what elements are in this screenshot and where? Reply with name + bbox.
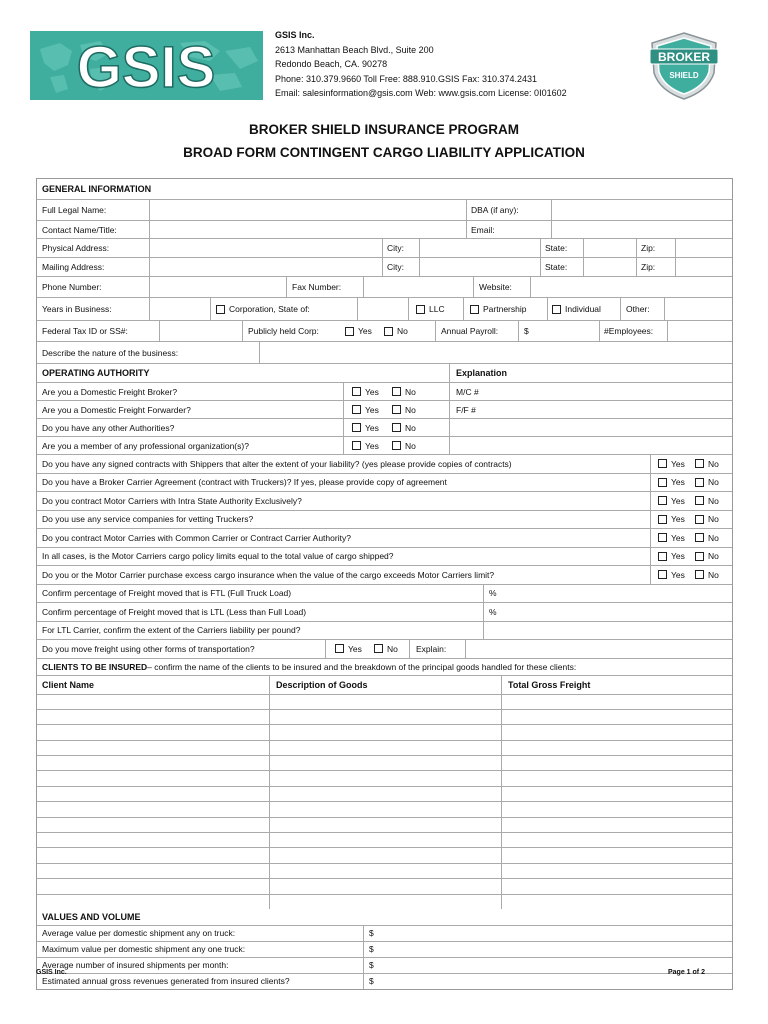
values-row xyxy=(37,958,732,974)
ftl-percent: % xyxy=(489,588,497,599)
corporation-state-field[interactable] xyxy=(358,298,408,320)
no-label: No xyxy=(708,477,719,488)
no-checkbox[interactable] xyxy=(695,459,704,468)
gross-freight-field[interactable] xyxy=(502,833,732,847)
yes-checkbox[interactable] xyxy=(658,570,667,579)
gross-freight-field[interactable] xyxy=(502,864,732,878)
no-label: No xyxy=(708,569,719,580)
no-option[interactable] xyxy=(690,492,719,510)
no-label: No xyxy=(708,458,719,469)
nature-row xyxy=(37,342,732,364)
client-name-header: Client Name xyxy=(42,679,95,690)
no-option[interactable] xyxy=(690,511,719,529)
yes-checkbox[interactable] xyxy=(658,515,667,524)
goods-field[interactable] xyxy=(270,818,501,832)
client-name-field[interactable] xyxy=(37,741,269,755)
long-question: Do you contract Motor Carriers with Intra State Authority Exclusively? xyxy=(42,495,302,506)
no-label: No xyxy=(708,551,719,562)
goods-field[interactable] xyxy=(270,756,501,770)
no-checkbox[interactable] xyxy=(392,423,401,432)
long-question-row xyxy=(37,455,732,474)
no-label: No xyxy=(405,440,416,451)
client-entry-row xyxy=(37,695,732,710)
mailing-zip-field[interactable] xyxy=(676,258,732,276)
contact-field[interactable] xyxy=(150,221,466,238)
no-checkbox[interactable] xyxy=(695,570,704,579)
no-option[interactable] xyxy=(387,419,416,436)
yes-label: Yes xyxy=(671,569,685,580)
values-label: Average number of insured shipments per month: xyxy=(42,960,229,971)
client-rows xyxy=(37,695,732,909)
client-entry-row xyxy=(37,710,732,725)
yes-option[interactable] xyxy=(347,383,379,400)
operating-q-row xyxy=(37,383,732,401)
ltl-percent: % xyxy=(489,606,497,617)
yes-checkbox[interactable] xyxy=(658,478,667,487)
mailing-state-field[interactable] xyxy=(584,258,636,276)
public-yes-label: Yes xyxy=(358,326,372,336)
years-label: Years in Business: xyxy=(42,304,112,314)
other-label: Other: xyxy=(626,304,650,314)
llc-label: LLC xyxy=(429,304,445,314)
ftl-field[interactable] xyxy=(484,585,732,603)
client-name-field[interactable] xyxy=(37,879,269,893)
mailing-state-label: State: xyxy=(545,262,568,272)
long-question-row xyxy=(37,566,732,585)
client-name-field[interactable] xyxy=(37,756,269,770)
years-field[interactable] xyxy=(150,298,210,320)
yes-label: Yes xyxy=(365,440,379,451)
yes-option[interactable] xyxy=(653,548,685,566)
email-field[interactable] xyxy=(552,221,732,238)
payroll-label: Annual Payroll: xyxy=(441,326,499,336)
public-corp-label: Publicly held Corp: xyxy=(248,326,319,336)
goods-field[interactable] xyxy=(270,895,501,909)
values-header-row xyxy=(37,909,732,926)
no-checkbox[interactable] xyxy=(695,515,704,524)
mailing-address-label: Mailing Address: xyxy=(42,262,105,272)
gross-freight-field[interactable] xyxy=(502,818,732,832)
explain-label: Explain: xyxy=(416,643,447,654)
partnership-checkbox[interactable] xyxy=(470,305,479,314)
no-checkbox[interactable] xyxy=(695,552,704,561)
dba-label: DBA (if any): xyxy=(471,205,519,215)
no-option[interactable] xyxy=(690,474,719,492)
employees-label: #Employees: xyxy=(604,326,654,336)
values-label: Average value per domestic shipment any on truck: xyxy=(42,928,236,939)
operating-q-row xyxy=(37,401,732,419)
application-form xyxy=(36,178,733,990)
corporation-checkbox[interactable] xyxy=(216,305,225,314)
public-no-checkbox[interactable] xyxy=(384,327,393,336)
client-name-field[interactable] xyxy=(37,818,269,832)
yes-checkbox[interactable] xyxy=(658,552,667,561)
client-entry-row xyxy=(37,725,732,740)
goods-field[interactable] xyxy=(270,864,501,878)
corporation-option[interactable] xyxy=(211,298,310,320)
company-address-2: Redondo Beach, CA. 90278 xyxy=(275,59,388,69)
no-label: No xyxy=(708,514,719,525)
clients-header-row xyxy=(37,659,732,676)
no-option[interactable] xyxy=(690,566,719,584)
no-option[interactable] xyxy=(690,548,719,566)
mailing-zip-label: Zip: xyxy=(641,262,656,272)
gross-freight-field[interactable] xyxy=(502,756,732,770)
client-entry-row xyxy=(37,802,732,817)
yes-label: Yes xyxy=(671,551,685,562)
partnership-option[interactable] xyxy=(465,298,526,320)
no-checkbox[interactable] xyxy=(392,387,401,396)
clients-header-bold: CLIENTS TO BE INSURED xyxy=(42,661,148,672)
yes-label: Yes xyxy=(671,514,685,525)
gross-freight-field[interactable] xyxy=(502,879,732,893)
physical-address-label: Physical Address: xyxy=(42,243,110,253)
badge-line2: SHIELD xyxy=(669,71,699,80)
physical-state-label: State: xyxy=(545,243,568,253)
client-name-field[interactable] xyxy=(37,725,269,739)
client-name-field[interactable] xyxy=(37,802,269,816)
mailing-city-field[interactable] xyxy=(420,258,540,276)
gross-freight-field[interactable] xyxy=(502,771,732,785)
client-name-field[interactable] xyxy=(37,695,269,709)
no-checkbox[interactable] xyxy=(695,478,704,487)
explanation-field[interactable] xyxy=(451,437,732,454)
other-transport-label: Do you move freight using other forms of transportation? xyxy=(42,643,255,654)
goods-field[interactable] xyxy=(270,771,501,785)
no-label: No xyxy=(405,404,416,415)
long-question-row xyxy=(37,529,732,548)
ltl-field[interactable] xyxy=(484,603,732,621)
values-field[interactable] xyxy=(364,974,732,989)
client-entry-row xyxy=(37,741,732,756)
values-label: Maximum value per domestic shipment any one truck: xyxy=(42,944,246,955)
client-entry-row xyxy=(37,864,732,879)
operating-q-row xyxy=(37,419,732,437)
yes-checkbox[interactable] xyxy=(335,644,344,653)
individual-option[interactable] xyxy=(547,298,601,320)
clients-header-rest: – confirm the name of the clients to be insured and the breakdown of the principal goods handled for these clients: xyxy=(147,661,577,672)
company-email-web: Email: salesinformation@gsis.com Web: www.gsis.com License: 0I01602 xyxy=(275,88,567,98)
client-name-field[interactable] xyxy=(37,787,269,801)
yes-checkbox[interactable] xyxy=(352,387,361,396)
physical-zip-field[interactable] xyxy=(676,239,732,257)
website-label: Website: xyxy=(479,282,512,292)
operating-question: Are you a Domestic Freight Broker? xyxy=(42,386,178,397)
values-dollar: $ xyxy=(369,960,374,971)
values-dollar: $ xyxy=(369,928,374,939)
tax-id-label: Federal Tax ID or SS#: xyxy=(42,326,128,336)
yes-option[interactable] xyxy=(347,437,379,454)
public-yes-option[interactable] xyxy=(340,321,372,341)
tax-id-row xyxy=(37,321,732,342)
no-label: No xyxy=(708,532,719,543)
values-field[interactable] xyxy=(364,942,732,957)
no-option[interactable] xyxy=(369,640,398,658)
explanation-field[interactable] xyxy=(451,383,732,400)
yes-checkbox[interactable] xyxy=(352,405,361,414)
values-dollar: $ xyxy=(369,944,374,955)
yes-label: Yes xyxy=(365,404,379,415)
values-label: Estimated annual gross revenues generated from insured clients? xyxy=(42,976,290,987)
company-info xyxy=(275,28,567,101)
long-question: In all cases, is the Motor Carriers cargo policy limits equal to the total value of cargo shipped? xyxy=(42,551,394,562)
yes-option[interactable] xyxy=(653,492,685,510)
yes-option[interactable] xyxy=(653,529,685,547)
no-checkbox[interactable] xyxy=(695,533,704,542)
gross-freight-field[interactable] xyxy=(502,895,732,909)
values-header: VALUES AND VOLUME xyxy=(42,911,141,922)
title-line-1: BROKER SHIELD INSURANCE PROGRAM xyxy=(248,122,519,137)
yes-option[interactable] xyxy=(653,566,685,584)
nature-field[interactable] xyxy=(260,342,732,363)
no-checkbox[interactable] xyxy=(392,441,401,450)
operating-header-row xyxy=(37,364,732,383)
badge-line1: BROKER xyxy=(657,50,711,64)
client-name-field[interactable] xyxy=(37,710,269,724)
website-field[interactable] xyxy=(531,277,732,297)
goods-field[interactable] xyxy=(270,848,501,862)
physical-state-field[interactable] xyxy=(584,239,636,257)
ltl-row xyxy=(37,603,732,622)
values-field[interactable] xyxy=(364,926,732,941)
long-question: Do you have a Broker Carrier Agreement (contract with Truckers)? If yes, please provide copy of agreement xyxy=(42,477,447,488)
no-option[interactable] xyxy=(387,401,416,418)
client-entry-row xyxy=(37,756,732,771)
gross-freight-field[interactable] xyxy=(502,695,732,709)
mailing-address-field[interactable] xyxy=(150,258,382,276)
yes-checkbox[interactable] xyxy=(658,459,667,468)
yes-checkbox[interactable] xyxy=(352,423,361,432)
gsis-logo xyxy=(30,31,263,100)
yes-option[interactable] xyxy=(347,401,379,418)
payroll-field[interactable] xyxy=(519,321,599,341)
goods-field[interactable] xyxy=(270,879,501,893)
goods-field[interactable] xyxy=(270,833,501,847)
physical-city-field[interactable] xyxy=(420,239,540,257)
legal-name-row xyxy=(37,200,732,221)
client-entry-row xyxy=(37,833,732,848)
gross-freight-field[interactable] xyxy=(502,725,732,739)
long-question-row xyxy=(37,548,732,567)
explanation-prefix: F/F # xyxy=(456,404,476,415)
values-dollar: $ xyxy=(369,976,374,987)
values-row xyxy=(37,942,732,958)
long-question: Do you or the Motor Carrier purchase excess cargo insurance when the value of the cargo exceeds Motor Carriers limit? xyxy=(42,569,495,580)
explanation-prefix: M/C # xyxy=(456,386,479,397)
ltl-liability-row xyxy=(37,622,732,641)
long-question: Do you have any signed contracts with Shippers that alter the extent of your liability? (yes please provide copies of contracts) xyxy=(42,458,512,469)
no-checkbox[interactable] xyxy=(392,405,401,414)
long-question: Do you contract Motor Carries with Common Carrier or Contract Carrier Authority? xyxy=(42,532,351,543)
client-entry-row xyxy=(37,879,732,894)
gross-freight-field[interactable] xyxy=(502,802,732,816)
yes-label: Yes xyxy=(671,532,685,543)
explanation-field[interactable] xyxy=(451,419,732,436)
dba-field[interactable] xyxy=(552,200,732,220)
fax-field[interactable] xyxy=(364,277,473,297)
yes-option[interactable] xyxy=(330,640,362,658)
explain-field[interactable] xyxy=(466,640,732,658)
mailing-city-label: City: xyxy=(387,262,404,272)
physical-zip-label: Zip: xyxy=(641,243,656,253)
gross-freight-field[interactable] xyxy=(502,741,732,755)
goods-field[interactable] xyxy=(270,695,501,709)
nature-label: Describe the nature of the business: xyxy=(42,347,179,358)
general-info-header-row xyxy=(37,179,732,200)
phone-label: Phone Number: xyxy=(42,282,102,292)
employees-field[interactable] xyxy=(668,321,732,341)
operating-header: OPERATING AUTHORITY xyxy=(42,368,150,378)
goods-field[interactable] xyxy=(270,802,501,816)
fax-label: Fax Number: xyxy=(292,282,342,292)
goods-field[interactable] xyxy=(270,741,501,755)
email-label: Email: xyxy=(471,224,495,235)
client-name-field[interactable] xyxy=(37,864,269,878)
no-checkbox[interactable] xyxy=(695,496,704,505)
goods-field[interactable] xyxy=(270,787,501,801)
client-name-field[interactable] xyxy=(37,771,269,785)
gross-freight-field[interactable] xyxy=(502,848,732,862)
footer-page: Page 1 of 2 xyxy=(668,969,705,976)
public-yes-checkbox[interactable] xyxy=(345,327,354,336)
general-info-header: GENERAL INFORMATION xyxy=(42,184,152,194)
client-entry-row xyxy=(37,787,732,802)
public-no-label: No xyxy=(397,326,408,336)
yes-option[interactable] xyxy=(653,474,685,492)
ltl-liability-label: For LTL Carrier, confirm the extent of the Carriers liability per pound? xyxy=(42,625,301,636)
ltl-liability-field[interactable] xyxy=(484,622,732,640)
client-entry-row xyxy=(37,895,732,909)
goods-field[interactable] xyxy=(270,725,501,739)
public-no-option[interactable] xyxy=(379,321,408,341)
broker-shield-badge xyxy=(648,31,720,101)
yes-option[interactable] xyxy=(653,511,685,529)
goods-header: Description of Goods xyxy=(276,679,368,690)
yes-checkbox[interactable] xyxy=(352,441,361,450)
gross-freight-field[interactable] xyxy=(502,787,732,801)
yes-label: Yes xyxy=(671,477,685,488)
llc-option[interactable] xyxy=(411,298,445,320)
ftl-label: Confirm percentage of Freight moved that is FTL (Full Truck Load) xyxy=(42,588,292,599)
yes-label: Yes xyxy=(365,422,379,433)
client-name-field[interactable] xyxy=(37,833,269,847)
no-label: No xyxy=(405,386,416,397)
long-question-row xyxy=(37,492,732,511)
contact-row xyxy=(37,221,732,239)
phone-field[interactable] xyxy=(150,277,286,297)
client-name-field[interactable] xyxy=(37,848,269,862)
no-option[interactable] xyxy=(690,529,719,547)
client-name-field[interactable] xyxy=(37,895,269,909)
individual-label: Individual xyxy=(565,304,601,314)
explanation-field[interactable] xyxy=(451,401,732,418)
operating-q-row xyxy=(37,437,732,455)
yes-label: Yes xyxy=(365,386,379,397)
footer-company: GSIS Inc. xyxy=(36,969,67,976)
yes-checkbox[interactable] xyxy=(658,533,667,542)
no-option[interactable] xyxy=(690,455,719,473)
yes-checkbox[interactable] xyxy=(658,496,667,505)
no-label: No xyxy=(405,422,416,433)
operating-question: Do you have any other Authorities? xyxy=(42,422,175,433)
physical-address-row xyxy=(37,239,732,258)
phone-row xyxy=(37,277,732,298)
yes-label: Yes xyxy=(348,643,362,654)
no-option[interactable] xyxy=(387,437,416,454)
client-entry-row xyxy=(37,848,732,863)
no-checkbox[interactable] xyxy=(374,644,383,653)
no-option[interactable] xyxy=(387,383,416,400)
title-line-2: BROAD FORM CONTINGENT CARGO LIABILITY APPLICATION xyxy=(183,145,585,160)
operating-question: Are you a member of any professional organization(s)? xyxy=(42,440,249,451)
client-entry-row xyxy=(37,818,732,833)
operating-question: Are you a Domestic Freight Forwarder? xyxy=(42,404,191,415)
ltl-label: Confirm percentage of Freight moved that is LTL (Less than Full Load) xyxy=(42,606,307,617)
physical-city-label: City: xyxy=(387,243,404,253)
clients-columns-row xyxy=(37,676,732,695)
company-phones: Phone: 310.379.9660 Toll Free: 888.910.GSIS Fax: 310.374.2431 xyxy=(275,73,538,84)
other-field[interactable] xyxy=(665,298,732,320)
years-row xyxy=(37,298,732,321)
logo-text: GSIS xyxy=(76,35,216,100)
values-row xyxy=(37,926,732,942)
goods-field[interactable] xyxy=(270,710,501,724)
other-transport-row xyxy=(37,640,732,659)
no-label: No xyxy=(708,495,719,506)
contact-label: Contact Name/Title: xyxy=(42,224,117,235)
long-question-row xyxy=(37,511,732,530)
yes-label: Yes xyxy=(671,458,685,469)
individual-checkbox[interactable] xyxy=(552,305,561,314)
llc-checkbox[interactable] xyxy=(416,305,425,314)
yes-label: Yes xyxy=(671,495,685,506)
legal-name-field[interactable] xyxy=(150,200,466,220)
client-entry-row xyxy=(37,771,732,786)
gross-freight-field[interactable] xyxy=(502,710,732,724)
no-label: No xyxy=(387,643,398,654)
company-address-1: 2613 Manhattan Beach Blvd., Suite 200 xyxy=(275,44,434,55)
partnership-label: Partnership xyxy=(483,304,527,314)
corporation-label: Corporation, State of: xyxy=(229,304,310,314)
ftl-row xyxy=(37,585,732,604)
long-question: Do you use any service companies for vetting Truckers? xyxy=(42,514,254,525)
physical-address-field[interactable] xyxy=(150,239,382,257)
payroll-dollar: $ xyxy=(524,326,529,336)
long-question-row xyxy=(37,474,732,493)
legal-name-label: Full Legal Name: xyxy=(42,205,107,215)
company-name: GSIS Inc. xyxy=(275,30,315,40)
values-row xyxy=(37,974,732,989)
explanation-header: Explanation xyxy=(456,368,508,378)
yes-option[interactable] xyxy=(347,419,379,436)
mailing-address-row xyxy=(37,258,732,277)
tax-id-field[interactable] xyxy=(160,321,242,341)
yes-option[interactable] xyxy=(653,455,685,473)
gross-freight-header: Total Gross Freight xyxy=(508,679,591,690)
clients-header xyxy=(37,659,576,675)
